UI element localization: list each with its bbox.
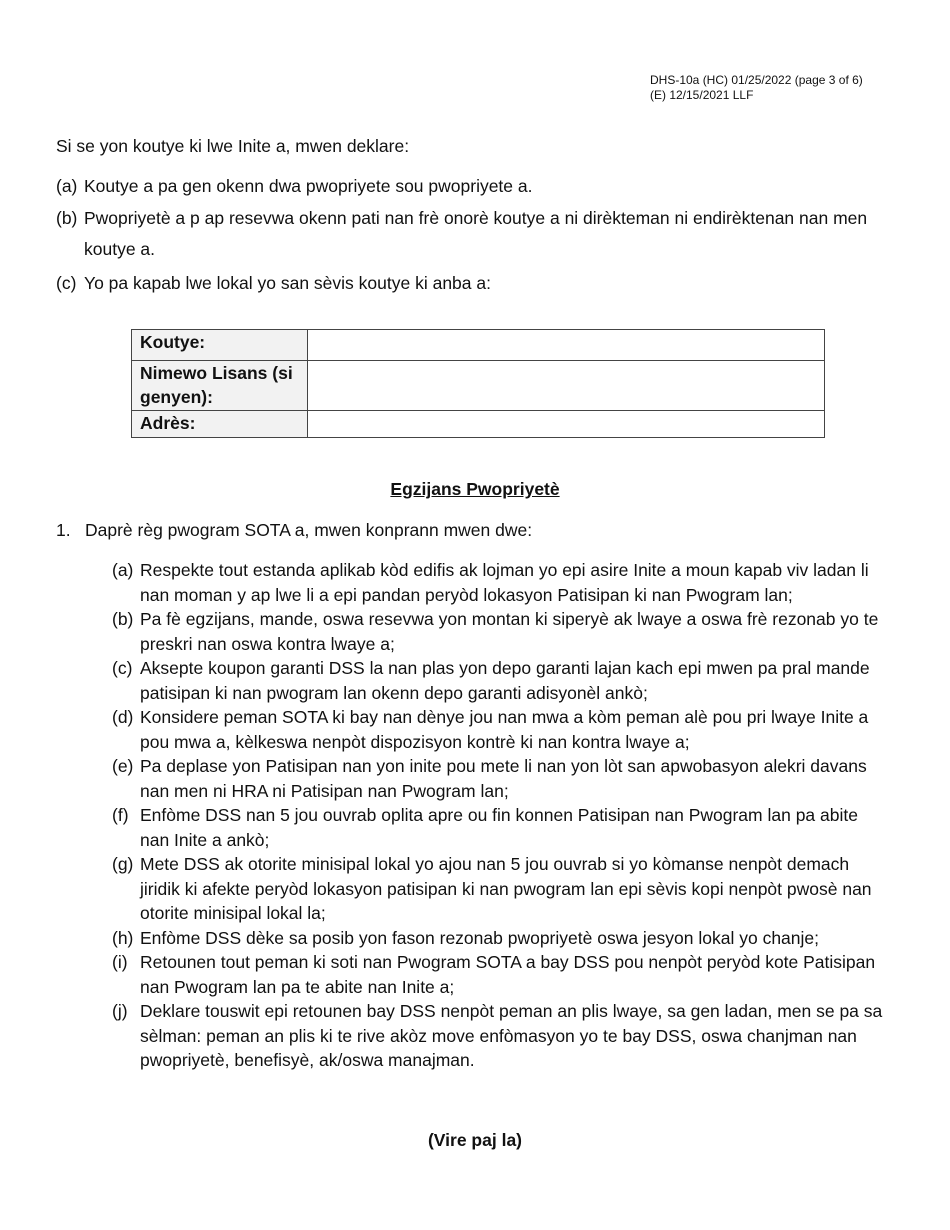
- list-item: (a) Respekte tout estanda aplikab kòd edifis ak lojman yo epi asire Inite a moun kapab viv ladan li nan moman y ap lwe li a epi pandan peryòd lokasyon Patisipan ki nan Pwogram lan;: [112, 560, 869, 605]
- list-item: (g) Mete DSS ak otorite minisipal lokal yo ajou nan 5 jou ouvrab si yo kòmanse nenpòt demach jiridik ki afekte peryòd lokasyon patisipan ki nan pwogram lan epi sèvis kopi nenpòt pwosè nan otorite minisipal lokal la;: [112, 854, 872, 923]
- intro-statement: Si se yon koutye ki lwe Inite a, mwen deklare:: [56, 136, 410, 156]
- address-value[interactable]: [308, 411, 825, 438]
- form-date-line: (E) 12/15/2021 LLF: [650, 88, 754, 102]
- broker-label: Koutye:: [132, 330, 308, 361]
- list-item: (i) Retounen tout peman ki soti nan Pwogram SOTA a bay DSS pou nenpòt peryòd kote Patisipan nan Pwogram lan pa te abite nan Inite a;: [112, 952, 876, 997]
- turn-page-note: (Vire paj la): [427, 1130, 523, 1150]
- requirement-list: [112, 558, 892, 1073]
- form-header: [650, 73, 863, 103]
- declaration-c: (c) Yo pa kapab lwe lokal yo san sèvis koutye ki anba a:: [56, 273, 491, 293]
- declaration-b: (b) Pwopriyetè a p ap resevwa okenn pati nan frè onorè koutye a ni dirèkteman ni endirèktenan nan men koutye a.: [56, 208, 868, 259]
- form-id-line: DHS-10a (HC) 01/25/2022 (page 3 of 6): [650, 73, 863, 87]
- list-item: (d) Konsidere peman SOTA ki bay nan dènye jou nan mwa a kòm peman alè pou pri lwaye Inite a pou mwa a, kèlkeswa nenpòt dispozisyon kontrè ki nan kontra lwaye a;: [112, 707, 869, 752]
- license-value[interactable]: [308, 361, 825, 411]
- list-item: (b) Pa fè egzijans, mande, oswa resevwa yon montan ki siperyè ak lwaye a oswa frè rezonab yo te preskri nan oswa kontra lwaye a;: [112, 609, 879, 654]
- list-item: (f) Enfòme DSS nan 5 jou ouvrab oplita apre ou fin konnen Patisipan nan Pwogram lan pa abite nan Inite a ankò;: [112, 805, 858, 850]
- list-item: (j) Deklare touswit epi retounen bay DSS nenpòt peman an plis lwaye, sa gen ladan, men se pa sa sèlman: peman an plis ki te rive akòz move enfòmasyon yo te bay DSS, oswa chanjman nan pwopriyetè, benefisyè, ak/oswa manajman.: [112, 1001, 883, 1070]
- declaration-a: (a) Koutye a pa gen okenn dwa pwopriyete sou pwopriyete a.: [56, 176, 533, 196]
- section-title: Egzijans Pwopriyetè: [390, 479, 560, 499]
- license-row: [132, 361, 825, 411]
- broker-row: [132, 330, 825, 361]
- address-label: Adrès:: [132, 411, 308, 438]
- list-item: (c) Aksepte koupon garanti DSS la nan plas yon depo garanti lajan kach epi mwen pa pral mande patisipan ki nan pwogram lan okenn depo garanti adisyonèl ankò;: [112, 658, 870, 703]
- requirement-text: Daprè règ pwogram SOTA a, mwen konprann mwen dwe:: [85, 520, 533, 540]
- broker-info-table: [131, 329, 825, 438]
- list-item: (h) Enfòme DSS dèke sa posib yon fason rezonab pwopriyetè oswa jesyon lokal yo chanje;: [112, 927, 820, 948]
- license-label: Nimewo Lisans (si genyen):: [132, 361, 308, 411]
- broker-value[interactable]: [308, 330, 825, 361]
- address-row: [132, 411, 825, 438]
- requirement-number: 1.: [56, 520, 71, 540]
- list-item: (e) Pa deplase yon Patisipan nan yon inite pou mete li nan yon lòt san apwobasyon alekri davans nan men ni HRA ni Patisipan nan Pwogram lan;: [112, 756, 867, 801]
